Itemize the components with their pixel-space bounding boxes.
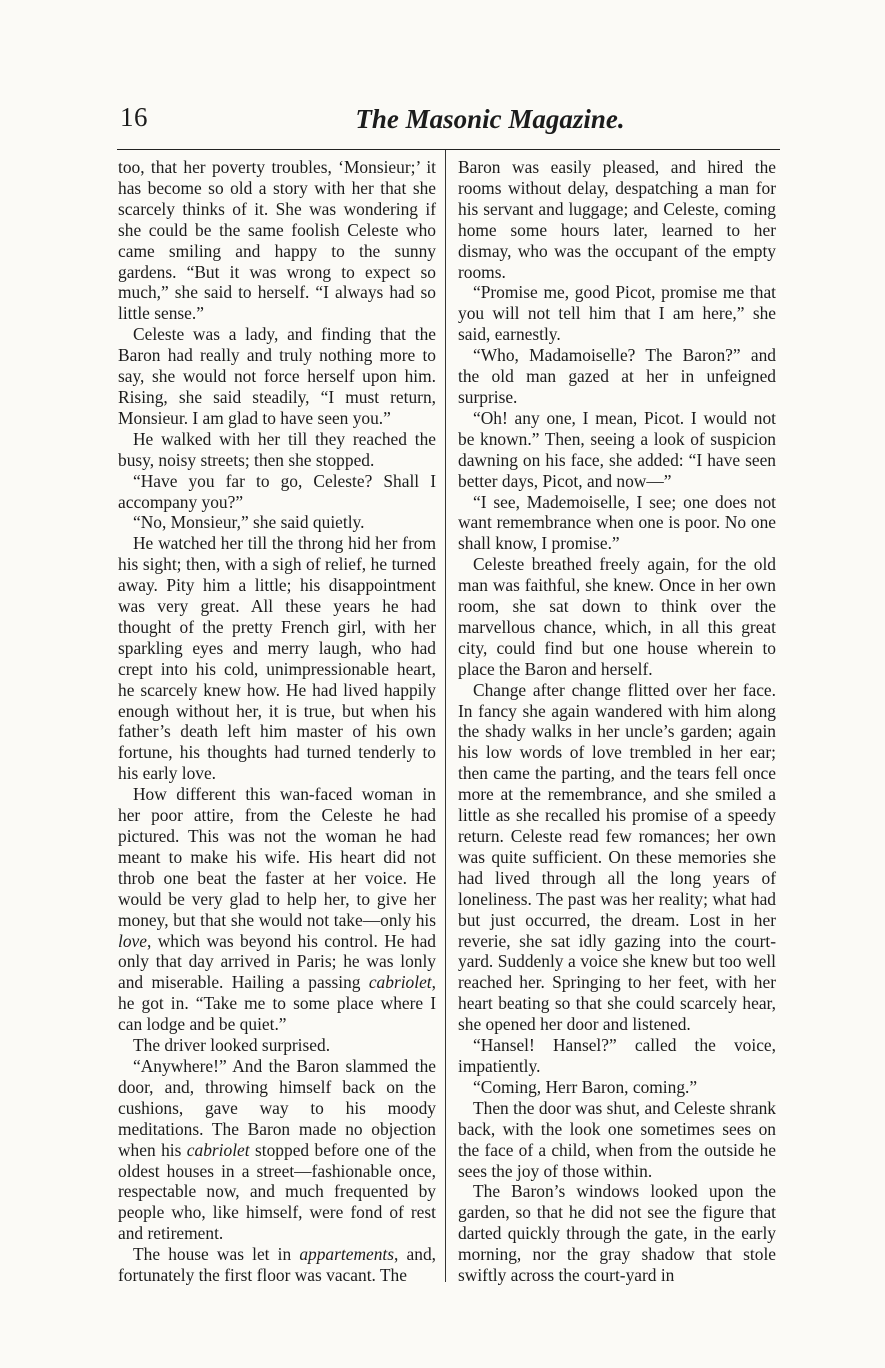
italic-run: cabriolet (186, 1139, 250, 1160)
header-rule (117, 149, 780, 150)
text-run: , which was beyond his control. He had only that day arrived in Paris; he was lonly and miserable. Hailing a passing (118, 930, 436, 993)
text-run: stopped before one of the oldest houses in a street—fashionable once, respectable now, and much frequented by people who, like himself, were fond of rest and retirement. (118, 1139, 436, 1244)
paragraph: He walked with her till they reached the busy, noisy streets; then she stopped. (118, 428, 436, 470)
paragraph: The driver looked surprised. (133, 1035, 331, 1056)
paragraph: too, that her poverty troubles, ‘Monsieur;’ it has become so old a story with her that she scarcely thinks of it. She was wondering if she could be the same foolish Celeste who came smiling and happy to the sunny gardens. “But it was wrong to expect so much,” she said to herself. “I always had so little sense.” (118, 157, 436, 324)
paragraph: “Hansel! Hansel?” called the voice, impatiently. (458, 1035, 776, 1076)
italic-run: appartements (299, 1244, 395, 1265)
page-header (120, 102, 780, 142)
paragraph: “I see, Mademoiselle, I see; one does not want remembrance when one is poor. No one shall know, I promise.” (458, 491, 776, 554)
text-run: , and, fortunately the first floor was vacant. The (118, 1244, 436, 1286)
column-divider (445, 150, 446, 1282)
text-run: , he got in. “Take me to some place where I can lodge and be quiet.” (118, 972, 436, 1035)
paragraph: The Baron’s windows looked upon the garden, so that he did not see the figure that darted quickly through the gate, in the early morning, nor the gray shadow that stole swiftly across the court-yard in (458, 1181, 776, 1286)
paragraph: “Oh! any one, I mean, Picot. I would not be known.” Then, seeing a look of suspicion dawning on his face, she added: “I have seen better days, Picot, and now—” (458, 407, 776, 491)
text-run: The house was let in (133, 1244, 292, 1265)
paragraph (118, 784, 436, 1035)
paragraph: “Promise me, good Picot, promise me that you will not tell him that I am here,” she said, earnestly. (458, 282, 776, 345)
paragraph: He watched her till the throng hid her from his sight; then, with a sigh of relief, he turned away. Pity him a little; his disappointment was very great. All these years he had thought of the pretty French girl, with her sparkling eyes and merry laugh, who had crept into his cold, unimpressionable heart, he scarcely knew how. He had lived happily enough without her, it is true, but when his father’s death left him master of his own fortune, his thoughts had turned tenderly to his early love. (118, 533, 436, 784)
paragraph (118, 1056, 436, 1244)
paragraph: Baron was easily pleased, and hired the rooms without delay, despatching a man for his servant and luggage; and Celeste, coming home some hours later, learned to her dismay, who was the occupant of the empty rooms. (458, 157, 776, 282)
paragraph: Celeste was a lady, and finding that the Baron had really and truly nothing more to say, she would not force herself upon him. Rising, she said steadily, “I must return, Monsieur. I am glad to have seen you.” (118, 324, 436, 428)
italic-run: cabriolet (368, 972, 432, 993)
paragraph (118, 1244, 436, 1286)
paragraph: Then the door was shut, and Celeste shrank back, with the look one sometimes sees on the face of a child, when from the outside he sees the joy of those within. (458, 1097, 776, 1181)
italic-run: love (118, 930, 147, 951)
left-column (118, 157, 436, 1286)
paragraph: Celeste breathed freely again, for the old man was faithful, she knew. Once in her own room, she sat down to think over the marvellous chance, which, in all this great city, could find but one house wherein to place the Baron and herself. (458, 554, 776, 679)
running-title: The Masonic Magazine. (355, 104, 625, 134)
text-run: How different this wan-faced woman in her poor attire, from the Celeste he had pictured. This was not the woman he had meant to make his wife. His heart did not throb one beat the faster at her voice. He would be very glad to help her, to give her money, but that she would not take—only his (118, 784, 436, 930)
paragraph: “Coming, Herr Baron, coming.” (473, 1076, 698, 1097)
paragraph: Change after change flitted over her face. In fancy she again wandered with him along the shady walks in her uncle’s garden; again his low words of love trembled in her ear; then came the parting, and the tears fell once more at the remembrance, and she smiled a little as she recalled his promise of a speedy return. Celeste read few romances; her own was quite sufficient. On these memories she had lived through all the long years of loneliness. The past was her reality; what had but just occurred, the dream. Lost in her reverie, she sat idly gazing into the court-yard. Suddenly a voice she knew but too well reached her. Springing to her feet, with her heart beating so that she could scarcely hear, she opened her door and listened. (458, 679, 776, 1035)
paragraph: “Who, Madamoiselle? The Baron?” and the old man gazed at her in unfeigned surprise. (458, 345, 776, 407)
paragraph: “Have you far to go, Celeste? Shall I accompany you?” (118, 470, 436, 512)
paragraph: “No, Monsieur,” she said quietly. (133, 512, 365, 533)
page-number: 16 (120, 102, 148, 132)
text-run: “Anywhere!” And the Baron slammed the door, and, throwing himself back on the cushions, gave way to his moody meditations. The Baron made no objection when his (118, 1055, 436, 1160)
right-column (458, 157, 776, 1286)
